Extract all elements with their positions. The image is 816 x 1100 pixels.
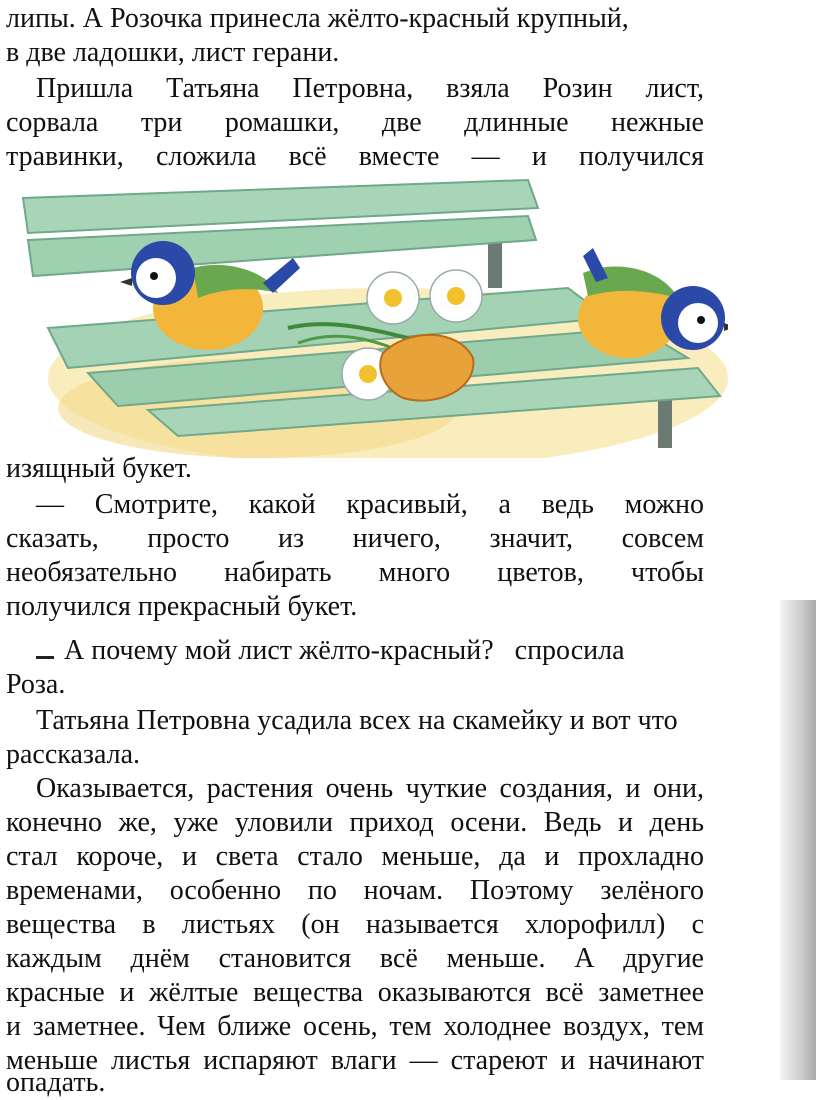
illustration-birds-bench — [8, 178, 728, 458]
text-line: Оказывается, растения очень чуткие создания, и они, — [36, 773, 704, 804]
text-line: рассказала. — [6, 739, 141, 770]
daisy-flower — [367, 272, 419, 324]
text-line: Татьяна Петровна усадила всех на скамейку и вот что — [36, 705, 678, 736]
text-line: необязательно набирать много цветов, чтобы — [6, 557, 704, 588]
text-line: вещества в листьях (он называется хлорофилл) с — [6, 909, 704, 940]
text-line: и заметнее. Чем ближе осень, тем холоднее воздух, тем — [6, 1011, 704, 1042]
bird-right — [578, 248, 728, 358]
text-line: Пришла Татьяна Петровна, взяла Розин лист, — [36, 73, 704, 104]
text-line: конечно же, уже уловили приход осени. Ведь и день — [6, 807, 704, 838]
text-line: в две ладошки, лист герани. — [6, 37, 340, 68]
text-line: стал короче, и света стало меньше, да и прохладно — [6, 841, 704, 872]
text-line: получился прекрасный букет. — [6, 591, 358, 622]
page-edge-shadow — [780, 600, 816, 1080]
dash-mark — [36, 656, 54, 659]
text-line: Роза. — [6, 669, 66, 700]
text-line: А почему мой лист жёлто-красный? спросила — [64, 635, 625, 666]
text-line: опадать. — [6, 1067, 106, 1098]
text-line: изящный букет. — [6, 453, 192, 484]
text-line-dialogue — [6, 634, 704, 668]
text-line: красные и жёлтые вещества оказываются всё заметнее — [6, 977, 704, 1008]
text-line: — Смотрите, какой красивый, а ведь можно — [36, 489, 704, 520]
text-line: сорвала три ромашки, две длинные нежные — [6, 107, 704, 138]
text-line: временами, особенно по ночам. Поэтому зелёного — [6, 875, 704, 906]
text-line: липы. А Розочка принесла жёлто-красный крупный, — [6, 3, 629, 34]
text-line: каждым днём становится всё меньше. А другие — [6, 943, 704, 974]
text-line: травинки, сложила всё вместе — и получился — [6, 141, 704, 172]
text-line: меньше листья испаряют влаги — стареют и начинают — [6, 1045, 704, 1076]
text-line: сказать, просто из ничего, значит, совсем — [6, 523, 704, 554]
daisy-flower — [430, 270, 482, 322]
